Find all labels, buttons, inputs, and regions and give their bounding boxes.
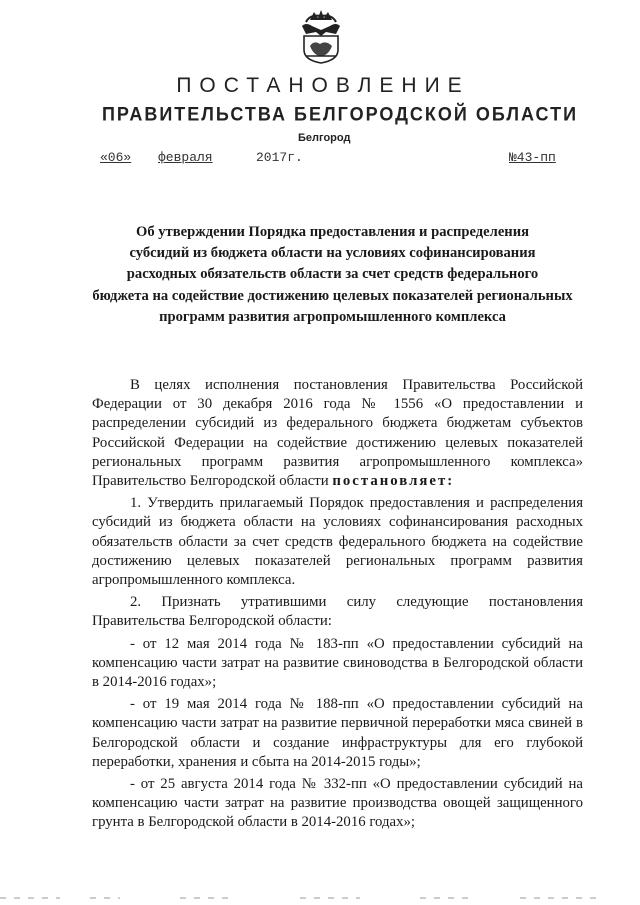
date-line bbox=[0, 150, 640, 170]
repealed-item: - от 12 мая 2014 года № 183-пп «О предоставлении субсидий на компенсацию части затрат на развитие свиноводства в Белгородской области в 2014-2016 годах»; bbox=[92, 635, 583, 691]
document-number: №43-пп bbox=[509, 150, 556, 165]
heading-line: программ развития агропромышленного комплекса bbox=[159, 308, 506, 325]
item-1-paragraph: 1. Утвердить прилагаемый Порядок предоставления и распределения субсидий из бюджета области на условиях софинансирования расходных обязательств области за счет средств федерального бюджета на содействие достижению целевых показателей региональных программ развития агропромышленного комплекса. bbox=[92, 495, 583, 589]
date-day: «06» bbox=[100, 150, 132, 165]
repealed-item: - от 25 августа 2014 года № 332-пп «О предоставлении субсидий на компенсацию части затрат на развитие производства овощей защищенного грунта в Белгородской области в 2014-2016 годах»; bbox=[92, 776, 583, 831]
scan-edge-marks bbox=[0, 896, 640, 900]
intro-text: В целях исполнения постановления Правительства Российской Федерации от 30 декабря 2016 года № 1556 «О предоставлении и распределении субсидий из федерального бюджета бюджетам субъектов Российской Федерации на содействие достижению целевых показателей региональных программ развития агропромышленного комплекса» Правительство Белгородской области bbox=[92, 377, 583, 490]
heading-line: расходных обязательств области за счет средств федерального bbox=[126, 266, 539, 283]
date-month: февраля bbox=[158, 150, 213, 165]
intro-paragraph bbox=[92, 376, 583, 491]
heading-line: субсидий из бюджета области на условиях софинансирования bbox=[129, 245, 536, 262]
document-body bbox=[92, 376, 583, 833]
document-heading bbox=[90, 222, 575, 328]
issuer-name: ПРАВИТЕЛЬСТВА БЕЛГОРОДСКОЙ ОБЛАСТИ bbox=[101, 102, 579, 125]
coat-of-arms-icon bbox=[296, 6, 346, 64]
heading-line: Об утверждении Порядка предоставления и распределения bbox=[135, 224, 530, 240]
item-2-paragraph: 2. Признать утратившими силу следующие постановления Правительства Белгородской области: bbox=[92, 594, 583, 630]
repealed-item: - от 19 мая 2014 года № 188-пп «О предоставлении субсидий на компенсацию части затрат на развитие первичной переработки мяса свиней в Белгородской области и создание инфраструктуры для его глубокой переработки, хранения и сбыта на 2014-2015 годы»; bbox=[92, 696, 583, 770]
city-label: Белгород bbox=[298, 132, 351, 144]
document-title: ПОСТАНОВЛЕНИЕ bbox=[176, 74, 470, 97]
date-year: 2017г. bbox=[256, 150, 303, 165]
resolves-word: постановляет: bbox=[332, 473, 455, 490]
heading-line: бюджета на содействие достижению целевых показателей региональных bbox=[92, 287, 573, 304]
